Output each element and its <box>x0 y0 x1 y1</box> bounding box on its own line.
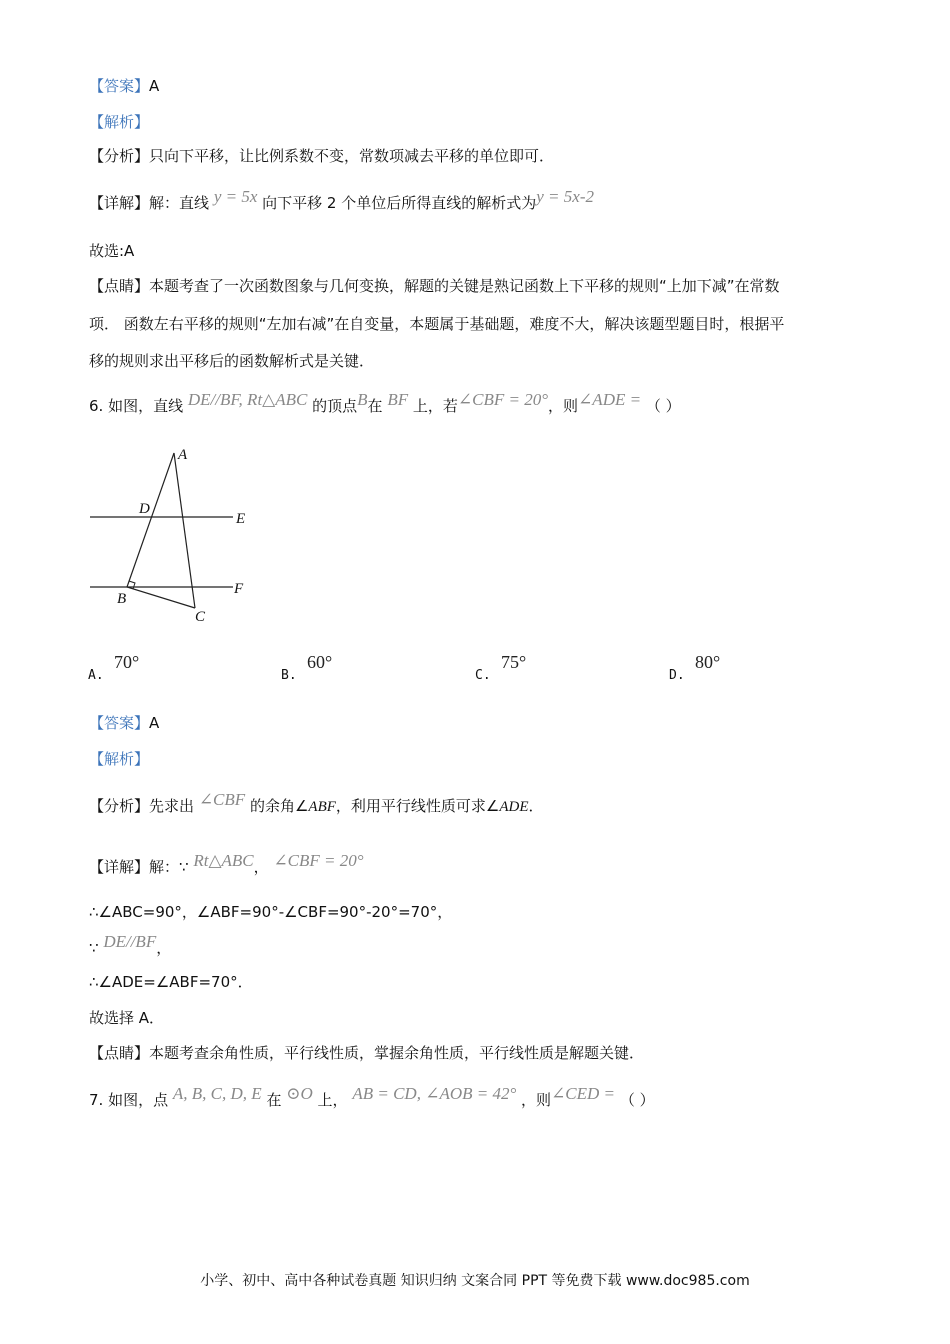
q6-fenxi-line <box>89 790 544 817</box>
math-expression: y = 5x <box>213 187 258 206</box>
q6-choose-line: 故选择 A． <box>89 1009 165 1027</box>
analysis-tag: 【解析】 <box>89 750 150 768</box>
segment-ac <box>174 453 195 608</box>
fenxi-text: ． <box>528 797 544 815</box>
q6-answer-line <box>89 713 159 733</box>
option-value: 60° <box>307 652 333 672</box>
fenxi-text: 先求出 <box>149 797 195 815</box>
comment-text: 本题考查了一次函数图象与几何变换，解题的关键是熟记函数上下平移的规则“上加下减”在常数 <box>149 277 780 295</box>
label-a: A <box>178 447 188 463</box>
stem-text: 的顶点 <box>312 397 358 415</box>
stem-text: （ ） <box>645 397 681 415</box>
math-expression: BF <box>387 390 409 409</box>
q6-step-2 <box>89 932 172 958</box>
fenxi-text: 的余角∠ <box>249 797 309 815</box>
math-expression: B <box>357 390 368 409</box>
q5-choose-line: 故选:A <box>89 242 135 260</box>
stem-text: 在 <box>266 1091 282 1109</box>
detail-tag: 【详解】 <box>89 194 150 212</box>
detail-text: 向下平移 2 个单位后所得直线的解析式为 <box>262 194 537 212</box>
math-expression: ∠CBF = 20° <box>273 851 364 870</box>
analysis-tag: 【解析】 <box>89 113 150 131</box>
math-expression: Rt△ABC <box>193 851 254 870</box>
question-number: 7. 如图，点 <box>89 1091 169 1109</box>
q6-analysis-line <box>89 749 149 769</box>
option-letter: C. <box>475 668 491 683</box>
segment-bc <box>127 587 195 608</box>
stem-text: 在 <box>367 397 383 415</box>
detail-text: ， <box>253 858 269 876</box>
q6-comment-line <box>89 1043 644 1063</box>
q6-step-1: ∴∠ABC=90°，∠ABF=90°-∠CBF=90°-20°=70°， <box>89 903 453 921</box>
stem-text: ，则 <box>521 1091 552 1109</box>
comment-tag: 【点睛】 <box>89 1044 150 1062</box>
label-d: D <box>139 501 150 517</box>
segment-ab <box>127 453 174 587</box>
q6-stem <box>89 390 681 416</box>
math-expression: ∠CBF = 20° <box>457 390 549 409</box>
page-footer: 小学、初中、高中各种试卷真题 知识归纳 文案合同 PPT 等免费下载 www.doc985.com <box>200 1273 750 1289</box>
fenxi-tag: 【分析】 <box>89 797 150 815</box>
label-c: C <box>195 609 206 625</box>
fenxi-text: ，利用平行线性质可求∠ <box>335 797 500 815</box>
detail-text: 解：直线 <box>149 194 210 212</box>
answer-value: A <box>149 714 160 732</box>
step-text: ， <box>156 939 172 957</box>
q5-analysis-line <box>89 112 149 132</box>
detail-tag: 【详解】 <box>89 858 150 876</box>
q5-fenxi-line <box>89 146 554 166</box>
detail-text: 解：∵ <box>149 858 189 876</box>
q5-comment-line-2: 项． 函数左右平移的规则“左加右减”在自变量，本题属于基础题，难度不大，解决该题型题目时，根据平 <box>89 315 785 333</box>
math-expression: y = 5x-2 <box>536 187 594 206</box>
label-e: E <box>236 511 246 527</box>
comment-tag: 【点睛】 <box>89 277 150 295</box>
math-expression: A, B, C, D, E <box>172 1084 262 1103</box>
fenxi-text: 只向下平移，让比例系数不变，常数项减去平移的单位即可． <box>149 147 555 165</box>
option-value: 75° <box>501 652 527 672</box>
answer-tag: 【答案】 <box>89 77 150 95</box>
math-inline: ADE <box>499 799 529 815</box>
q5-comment-line-1 <box>89 276 780 296</box>
answer-tag: 【答案】 <box>89 714 150 732</box>
answer-value: A <box>149 77 160 95</box>
math-expression: AB = CD, ∠AOB = 42° <box>352 1084 517 1103</box>
fenxi-tag: 【分析】 <box>89 147 150 165</box>
math-expression: ∠CBF <box>198 790 246 809</box>
q6-detail-line <box>89 851 364 877</box>
option-value: 70° <box>114 652 140 672</box>
option-value: 80° <box>695 652 721 672</box>
stem-text: 上， <box>317 1091 348 1109</box>
math-expression: ∠ADE = <box>578 390 642 409</box>
stem-text: （ ） <box>619 1091 655 1109</box>
option-letter: A. <box>88 668 104 683</box>
q5-comment-line-3: 移的规则求出平移后的函数解析式是关键． <box>89 352 375 370</box>
q5-detail-line <box>89 187 594 213</box>
math-expression: ∠CED = <box>551 1084 616 1103</box>
comment-text: 本题考查余角性质，平行线性质，掌握余角性质，平行线性质是解题关键． <box>149 1044 645 1062</box>
label-b: B <box>117 591 127 607</box>
because-symbol: ∵ <box>89 939 99 957</box>
math-expression: DE//BF <box>103 932 157 951</box>
stem-text: ，则 <box>548 397 579 415</box>
q6-step-3: ∴∠ADE=∠ABF=70°． <box>89 973 253 991</box>
label-f: F <box>234 581 244 597</box>
question-number: 6. 如图，直线 <box>89 397 184 415</box>
math-inline: ABF <box>308 799 336 815</box>
math-expression: ⊙O <box>286 1084 313 1103</box>
option-letter: D. <box>669 668 685 683</box>
q5-answer-line <box>89 76 159 96</box>
q6-figure <box>85 445 265 630</box>
math-expression: DE//BF, Rt△ABC <box>187 390 308 409</box>
option-letter: B. <box>281 668 297 683</box>
q7-stem <box>89 1084 655 1110</box>
stem-text: 上，若 <box>412 397 458 415</box>
